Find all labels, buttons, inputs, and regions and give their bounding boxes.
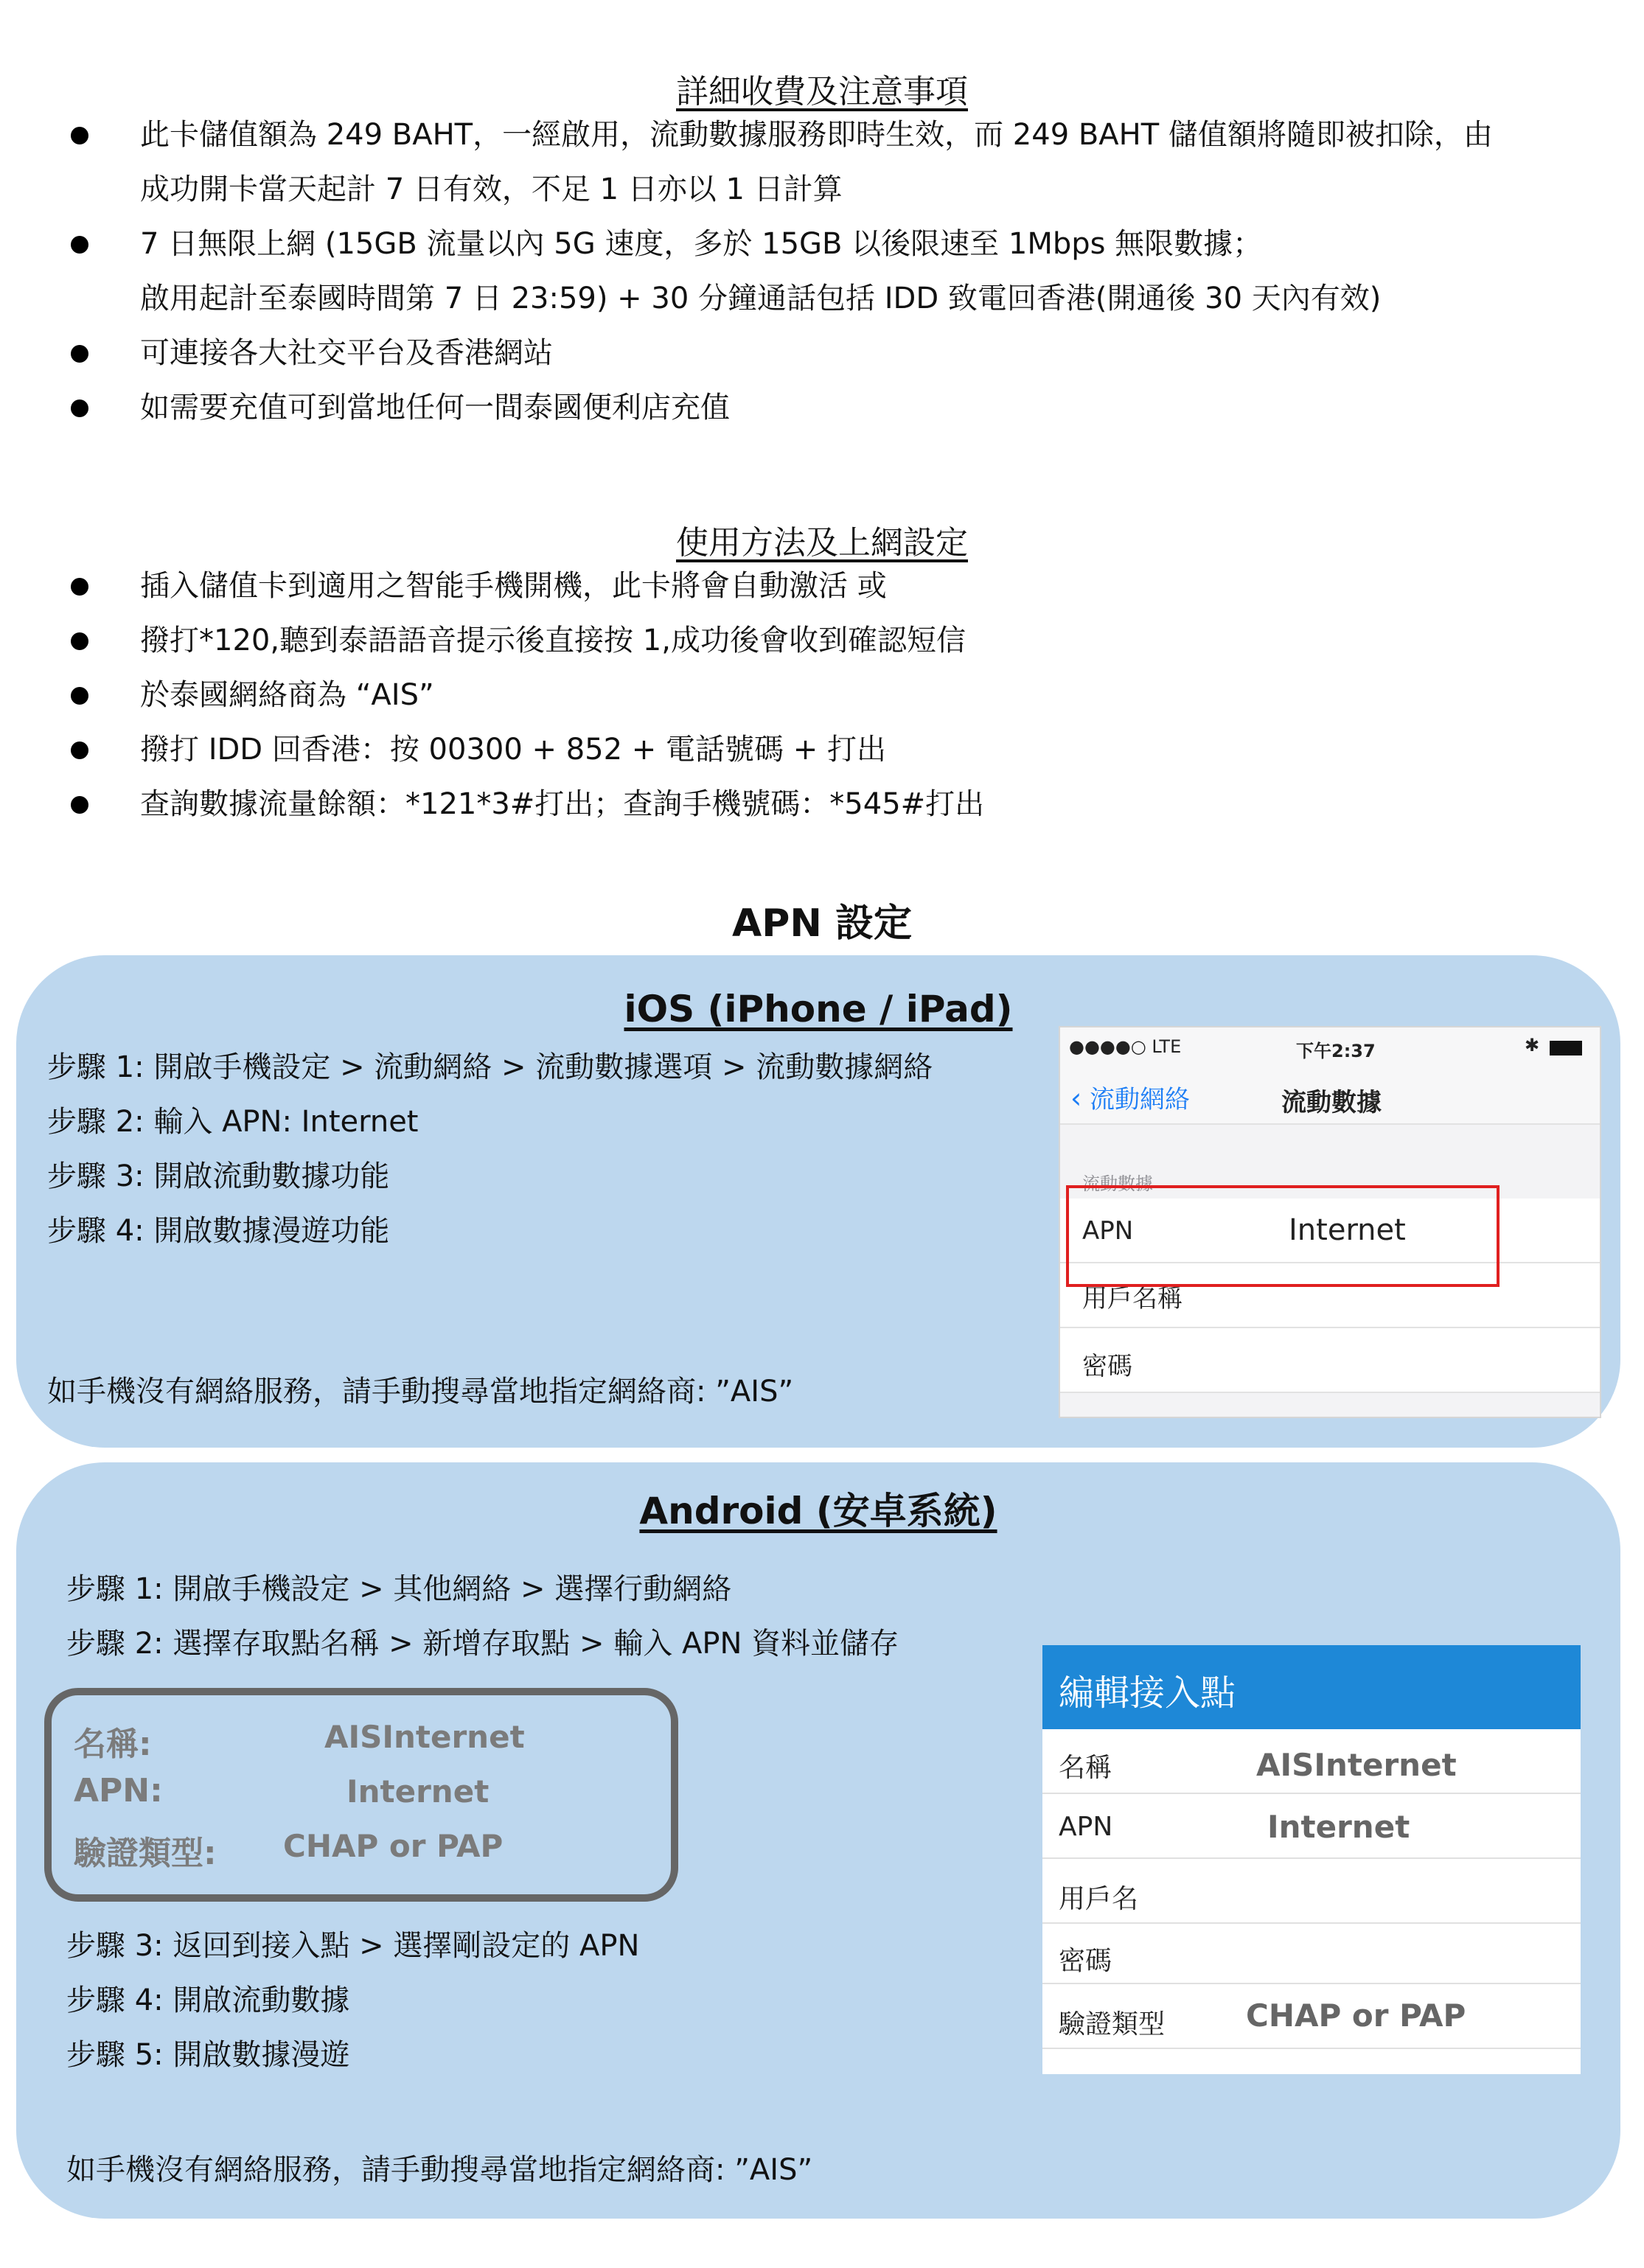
list-item [66, 380, 1607, 435]
row-key: APN [1059, 1812, 1113, 1842]
screen-title: 編輯接入點 [1059, 1672, 1236, 1714]
usage-title: 使用方法及上網設定 [676, 524, 968, 562]
bluetooth-icon: ✱ [1525, 1035, 1540, 1056]
android-title: Android (安卓系統) [639, 1490, 997, 1532]
ios-step-2: 步驟 2: 輸入 APN: Internet [47, 1105, 419, 1139]
auth-type-row[interactable] [1042, 1984, 1581, 2049]
row-value: AISInternet [1256, 1747, 1457, 1783]
fees-item-1-line1: 此卡儲值額為 249 BAHT，一經啟用，流動數據服務即時生效，而 249 BAHT 儲值額將隨即被扣除，由 [140, 118, 1493, 152]
usage-item-3: 於泰國網絡商為 “AIS” [140, 678, 434, 712]
list-item [66, 722, 1607, 777]
android-panel [16, 1462, 1620, 2219]
android-step-2: 步驟 2: 選擇存取點名稱 > 新增存取點 > 輸入 APN 資料並儲存 [66, 1627, 899, 1661]
nav-bar [1060, 1067, 1600, 1125]
ios-screenshot [1059, 1026, 1601, 1418]
row-value: CHAP or PAP [1246, 1997, 1466, 2034]
time-label: 下午2:37 [1296, 1041, 1376, 1061]
row-key: 用戶名 [1059, 1884, 1139, 1914]
apn-title: APN 設定 [732, 901, 912, 946]
usage-item-4: 撥打 IDD 回香港：按 00300 + 852 + 電話號碼 + 打出 [140, 733, 886, 767]
list-item [66, 777, 1607, 831]
row-key: 驗證類型 [1059, 2009, 1166, 2040]
android-note: 如手機沒有網絡服務，請手動搜尋當地指定網絡商: ”AIS” [66, 2153, 813, 2187]
usage-item-1: 插入儲值卡到適用之智能手機開機，此卡將會自動激活 或 [140, 569, 887, 603]
app-bar [1042, 1645, 1581, 1729]
carrier-label: ●●●●○ LTE [1069, 1036, 1182, 1057]
screen-title: 流動數據 [1281, 1088, 1382, 1117]
auth-value: CHAP or PAP [283, 1828, 504, 1864]
status-bar [1060, 1027, 1600, 1067]
password-row[interactable] [1060, 1328, 1600, 1393]
back-label: 流動網絡 [1090, 1085, 1191, 1114]
fees-item-3: 可連接各大社交平台及香港網站 [140, 336, 553, 370]
chevron-left-icon: ‹ [1070, 1082, 1082, 1114]
name-key: 名稱: [74, 1726, 152, 1763]
fees-title: 詳細收費及注意事項 [676, 73, 968, 111]
password-label: 密碼 [1082, 1352, 1132, 1381]
back-button[interactable] [1070, 1079, 1190, 1115]
fees-item-2-line1: 7 日無限上網 (15GB 流量以內 5G 速度，多於 15GB 以後限速至 1Mbps 無限數據； [140, 227, 1263, 261]
username-row[interactable] [1042, 1859, 1581, 1924]
ios-note: 如手機沒有網絡服務，請手動搜尋當地指定網絡商: ”AIS” [47, 1375, 794, 1409]
password-row[interactable] [1042, 1924, 1581, 1984]
usage-item-5: 查詢數據流量餘額：*121*3#打出；查詢手機號碼：*545#打出 [140, 787, 985, 821]
apn-settings-box [44, 1688, 678, 1902]
fees-list [66, 108, 1607, 435]
row-value: Internet [1267, 1809, 1410, 1845]
ios-step-1: 步驟 1: 開啟手機設定 > 流動網絡 > 流動數據選項 > 流動數據網絡 [47, 1050, 933, 1084]
usage-list [66, 559, 1607, 831]
apn-key: APN: [74, 1772, 163, 1810]
list-item [66, 326, 1607, 380]
list-item [66, 559, 1607, 613]
highlight-box [1066, 1185, 1500, 1287]
list-item [66, 668, 1607, 722]
section-label: 流動數據 [1082, 1173, 1153, 1194]
name-row[interactable] [1042, 1729, 1581, 1794]
auth-key: 驗證類型: [74, 1835, 217, 1872]
battery-icon [1550, 1041, 1582, 1056]
fees-item-2-line2: 啟用起計至泰國時間第 7 日 23:59) + 30 分鐘通話包括 IDD 致電回香港(開通後 30 天內有效) [140, 282, 1382, 315]
ios-step-3: 步驟 3: 開啟流動數據功能 [47, 1159, 390, 1193]
name-value: AISInternet [324, 1719, 525, 1755]
ios-panel [16, 955, 1620, 1448]
android-screenshot [1042, 1645, 1581, 2074]
fees-item-1-line2: 成功開卡當天起計 7 日有效，不足 1 日亦以 1 日計算 [140, 172, 843, 206]
list-item [66, 217, 1607, 326]
apn-row[interactable] [1042, 1794, 1581, 1859]
fees-item-4: 如需要充值可到當地任何一間泰國便利店充值 [140, 391, 730, 425]
apn-value: Internet [1289, 1213, 1406, 1247]
ios-step-4: 步驟 4: 開啟數據漫遊功能 [47, 1214, 390, 1248]
android-step-3: 步驟 3: 返回到接入點 > 選擇剛設定的 APN [66, 1929, 640, 1963]
list-item [66, 108, 1607, 217]
apn-label: APN [1082, 1216, 1134, 1246]
android-step-1: 步驟 1: 開啟手機設定 > 其他網絡 > 選擇行動網絡 [66, 1572, 732, 1606]
ios-title: iOS (iPhone / iPad) [624, 988, 1013, 1030]
row-key: 密碼 [1059, 1946, 1112, 1976]
apn-value: Internet [346, 1773, 490, 1810]
usage-item-2: 撥打*120,聽到泰語語音提示後直接按 1,成功後會收到確認短信 [140, 624, 966, 657]
android-step-4: 步驟 4: 開啟流動數據 [66, 1983, 350, 2017]
row-key: 名稱 [1059, 1753, 1112, 1783]
username-label: 用戶名稱 [1082, 1284, 1183, 1313]
android-step-5: 步驟 5: 開啟數據漫遊 [66, 2038, 350, 2072]
list-item [66, 613, 1607, 668]
